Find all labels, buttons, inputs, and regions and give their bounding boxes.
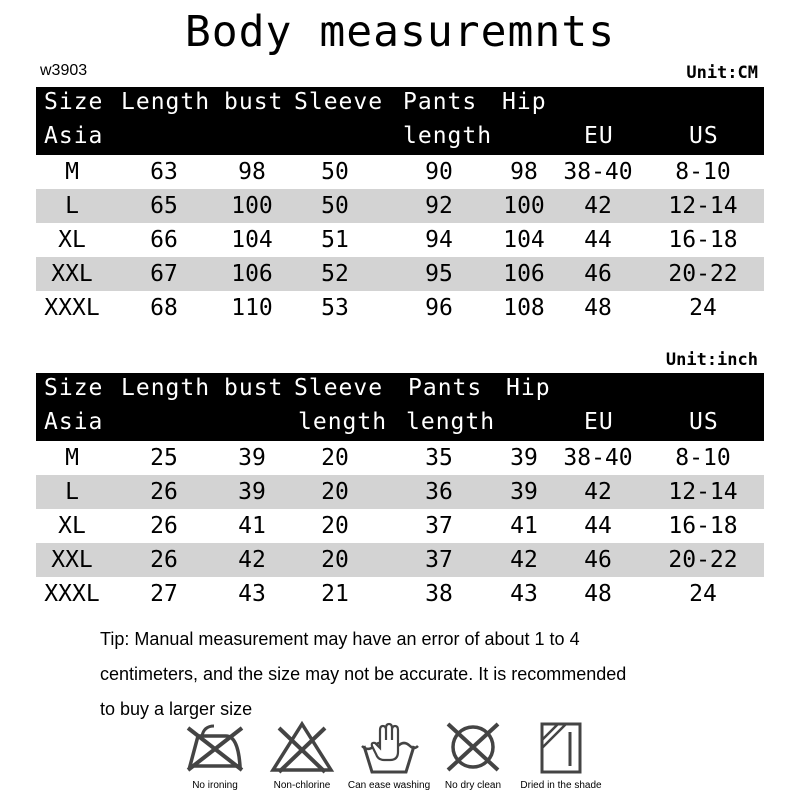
cell-bust: 41 bbox=[238, 513, 266, 539]
cell-hip: 41 bbox=[510, 513, 538, 539]
cm-size-table bbox=[36, 87, 764, 325]
header-size: Size bbox=[44, 89, 104, 115]
cell-eu: 38-40 bbox=[563, 445, 633, 471]
cell-us: 24 bbox=[689, 295, 717, 321]
header-pants-length: length bbox=[403, 123, 493, 149]
header-bust: bust bbox=[224, 89, 284, 115]
cell-eu: 44 bbox=[584, 227, 612, 253]
cell-sleeve: 20 bbox=[321, 479, 349, 505]
cell-size: XL bbox=[58, 227, 86, 253]
cell-bust: 110 bbox=[231, 295, 273, 321]
care-dry-in-shade bbox=[506, 718, 616, 791]
header-asia: Asia bbox=[44, 123, 104, 149]
cell-hip: 39 bbox=[510, 479, 538, 505]
inch-size-table bbox=[36, 373, 764, 611]
cell-size: L bbox=[65, 479, 79, 505]
header-size: Size bbox=[44, 375, 104, 401]
cell-sleeve: 50 bbox=[321, 159, 349, 185]
no-ironing-icon bbox=[180, 718, 250, 776]
cell-length: 26 bbox=[150, 513, 178, 539]
cell-us: 12-14 bbox=[668, 479, 738, 505]
table-row bbox=[36, 577, 764, 611]
cell-size: XXL bbox=[51, 547, 93, 573]
cell-eu: 46 bbox=[584, 261, 612, 287]
cell-sleeve: 20 bbox=[321, 513, 349, 539]
header-bust: bust bbox=[224, 375, 284, 401]
cell-eu: 48 bbox=[584, 295, 612, 321]
cell-size: XL bbox=[58, 513, 86, 539]
cell-pants-length: 38 bbox=[425, 581, 453, 607]
cell-size: XXL bbox=[51, 261, 93, 287]
header-us: US bbox=[689, 123, 719, 149]
cell-sleeve: 53 bbox=[321, 295, 349, 321]
cell-us: 16-18 bbox=[668, 227, 738, 253]
cell-size: XXXL bbox=[44, 581, 100, 607]
care-label: No ironing bbox=[192, 780, 238, 791]
table-row bbox=[36, 441, 764, 475]
cell-length: 68 bbox=[150, 295, 178, 321]
hand-wash-icon bbox=[354, 718, 424, 776]
measurement-tip bbox=[100, 622, 760, 727]
cell-hip: 42 bbox=[510, 547, 538, 573]
cell-length: 65 bbox=[150, 193, 178, 219]
cell-eu: 38-40 bbox=[563, 159, 633, 185]
header-length: Length bbox=[121, 375, 211, 401]
cell-pants-length: 96 bbox=[425, 295, 453, 321]
cell-pants-length: 90 bbox=[425, 159, 453, 185]
cell-size: XXXL bbox=[44, 295, 100, 321]
cell-pants-length: 95 bbox=[425, 261, 453, 287]
table-row bbox=[36, 223, 764, 257]
cell-us: 20-22 bbox=[668, 547, 738, 573]
cell-sleeve: 20 bbox=[321, 547, 349, 573]
cell-length: 26 bbox=[150, 547, 178, 573]
cell-pants-length: 37 bbox=[425, 547, 453, 573]
table-row bbox=[36, 475, 764, 509]
table-row bbox=[36, 291, 764, 325]
header-sleeve: Sleeve bbox=[294, 89, 384, 115]
header-eu: EU bbox=[584, 409, 614, 435]
inch-table-header bbox=[36, 373, 764, 441]
cell-eu: 44 bbox=[584, 513, 612, 539]
care-instructions bbox=[0, 718, 800, 800]
cell-bust: 106 bbox=[231, 261, 273, 287]
header-pants: Pants bbox=[403, 89, 478, 115]
table-row bbox=[36, 189, 764, 223]
cell-hip: 104 bbox=[503, 227, 545, 253]
table-row bbox=[36, 257, 764, 291]
header-hip: Hip bbox=[502, 89, 547, 115]
cell-pants-length: 35 bbox=[425, 445, 453, 471]
page-title: Body measuremnts bbox=[184, 7, 616, 57]
cell-sleeve: 20 bbox=[321, 445, 349, 471]
cell-hip: 43 bbox=[510, 581, 538, 607]
care-label: Non-chlorine bbox=[273, 780, 331, 791]
cell-length: 26 bbox=[150, 479, 178, 505]
header-hip: Hip bbox=[506, 375, 551, 401]
header-us: US bbox=[689, 409, 719, 435]
cell-sleeve: 50 bbox=[321, 193, 349, 219]
cell-sleeve: 52 bbox=[321, 261, 349, 287]
cell-bust: 39 bbox=[238, 479, 266, 505]
cell-length: 27 bbox=[150, 581, 178, 607]
tip-line-2: centimeters, and the size may not be accurate. It is recommended bbox=[100, 664, 627, 684]
non-chlorine-icon bbox=[267, 718, 337, 776]
header-length: Length bbox=[121, 89, 211, 115]
cell-length: 67 bbox=[150, 261, 178, 287]
cell-size: L bbox=[65, 193, 79, 219]
cm-unit-label: Unit:CM bbox=[686, 63, 758, 83]
cell-eu: 46 bbox=[584, 547, 612, 573]
cell-eu: 48 bbox=[584, 581, 612, 607]
cell-hip: 100 bbox=[503, 193, 545, 219]
product-code: w3903 bbox=[40, 62, 88, 79]
cell-length: 66 bbox=[150, 227, 178, 253]
cell-bust: 98 bbox=[238, 159, 266, 185]
cell-length: 63 bbox=[150, 159, 178, 185]
care-label: Can ease washing bbox=[347, 780, 431, 791]
header-eu: EU bbox=[584, 123, 614, 149]
cell-eu: 42 bbox=[584, 479, 612, 505]
table-row bbox=[36, 509, 764, 543]
inch-unit-label: Unit:inch bbox=[665, 350, 758, 370]
cell-us: 20-22 bbox=[668, 261, 738, 287]
no-dry-clean-icon bbox=[438, 718, 508, 776]
cell-bust: 39 bbox=[238, 445, 266, 471]
header-sleeve: Sleeve bbox=[294, 375, 384, 401]
cell-size: M bbox=[65, 159, 79, 185]
cell-pants-length: 94 bbox=[425, 227, 453, 253]
cell-us: 8-10 bbox=[675, 445, 731, 471]
cell-hip: 108 bbox=[503, 295, 545, 321]
header-sleeve-length: length bbox=[298, 409, 388, 435]
cell-us: 24 bbox=[689, 581, 717, 607]
care-label: No dry clean bbox=[444, 780, 502, 791]
tip-line-3: to buy a larger size bbox=[100, 699, 253, 719]
cell-us: 8-10 bbox=[675, 159, 731, 185]
header-asia: Asia bbox=[44, 409, 104, 435]
cell-sleeve: 51 bbox=[321, 227, 349, 253]
cell-pants-length: 36 bbox=[425, 479, 453, 505]
cell-bust: 100 bbox=[231, 193, 273, 219]
cell-hip: 98 bbox=[510, 159, 538, 185]
cell-us: 16-18 bbox=[668, 513, 738, 539]
cell-eu: 42 bbox=[584, 193, 612, 219]
cell-bust: 43 bbox=[238, 581, 266, 607]
cell-bust: 42 bbox=[238, 547, 266, 573]
header-pants: Pants bbox=[408, 375, 483, 401]
cell-size: M bbox=[65, 445, 79, 471]
tip-line-1: Tip: Manual measurement may have an error of about 1 to 4 bbox=[100, 629, 580, 649]
dry-in-shade-icon bbox=[526, 718, 596, 776]
cm-table-header bbox=[36, 87, 764, 155]
cell-bust: 104 bbox=[231, 227, 273, 253]
cell-pants-length: 37 bbox=[425, 513, 453, 539]
table-row bbox=[36, 155, 764, 189]
cell-hip: 39 bbox=[510, 445, 538, 471]
cell-sleeve: 21 bbox=[321, 581, 349, 607]
table-row bbox=[36, 543, 764, 577]
cell-us: 12-14 bbox=[668, 193, 738, 219]
cell-length: 25 bbox=[150, 445, 178, 471]
care-label: Dried in the shade bbox=[520, 780, 602, 791]
header-pants-length: length bbox=[406, 409, 496, 435]
cell-pants-length: 92 bbox=[425, 193, 453, 219]
cell-hip: 106 bbox=[503, 261, 545, 287]
